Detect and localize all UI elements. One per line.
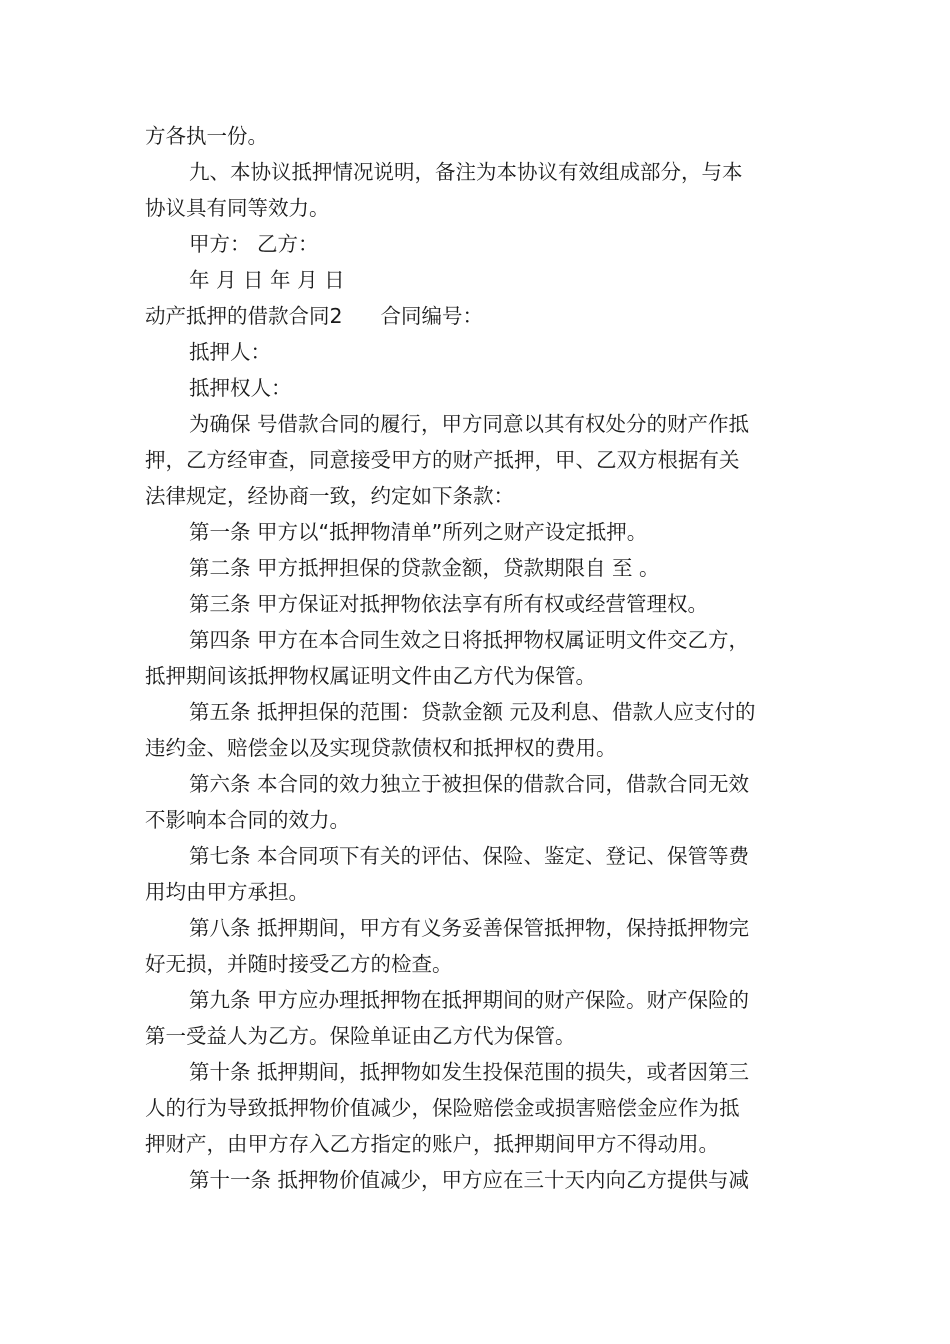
article-10: 第十条 抵押期间，抵押物如发生投保范围的损失，或者因第三 <box>189 1060 750 1084</box>
text-line: 协议具有同等效力。 <box>145 196 330 220</box>
text-line: 押，乙方经审查，同意接受甲方的财产抵押，甲、乙双方根据有关 <box>145 448 740 472</box>
article-4: 第四条 甲方在本合同生效之日将抵押物权属证明文件交乙方， <box>189 628 750 652</box>
text-line: 方各执一份。 <box>145 124 268 148</box>
article-3: 第三条 甲方保证对抵押物依法享有所有权或经营管理权。 <box>189 592 709 616</box>
text-line: 九、本协议抵押情况说明，备注为本协议有效组成部分，与本 <box>189 160 743 184</box>
text-line: 人的行为导致抵押物价值减少，保险赔偿金或损害赔偿金应作为抵 <box>145 1096 740 1120</box>
text-line: 用均由甲方承担。 <box>145 880 309 904</box>
contract-number-label: 合同编号： <box>380 304 484 328</box>
article-9: 第九条 甲方应办理抵押物在抵押期间的财产保险。财产保险的 <box>189 988 750 1012</box>
article-11: 第十一条 抵押物价值减少，甲方应在三十天内向乙方提供与减 <box>189 1168 750 1192</box>
signature-parties: 甲方： 乙方： <box>189 232 319 256</box>
article-5: 第五条 抵押担保的范围：贷款金额 元及利息、借款人应支付的 <box>189 700 756 724</box>
mortgagor-label: 抵押人： <box>189 340 271 364</box>
text-line: 抵押期间该抵押物权属证明文件由乙方代为保管。 <box>145 664 596 688</box>
article-8: 第八条 抵押期间，甲方有义务妥善保管抵押物，保持抵押物完 <box>189 916 750 940</box>
article-7: 第七条 本合同项下有关的评估、保险、鉴定、登记、保管等费 <box>189 844 750 868</box>
article-1: 第一条 甲方以“抵押物清单”所列之财产设定抵押。 <box>189 520 648 544</box>
contract-title: 动产抵押的借款合同2 <box>145 304 343 328</box>
text-line: 不影响本合同的效力。 <box>145 808 350 832</box>
text-line: 法律规定，经协商一致，约定如下条款： <box>145 484 514 508</box>
text-line: 押财产，由甲方存入乙方指定的账户，抵押期间甲方不得动用。 <box>145 1132 719 1156</box>
contract-heading <box>145 298 805 334</box>
mortgagee-label: 抵押权人： <box>189 376 292 400</box>
document-body <box>145 118 805 1198</box>
text-line: 违约金、赔偿金以及实现贷款债权和抵押权的费用。 <box>145 736 617 760</box>
text-line: 为确保 号借款合同的履行，甲方同意以其有权处分的财产作抵 <box>189 412 750 436</box>
signature-dates: 年 月 日 年 月 日 <box>189 268 345 292</box>
article-6: 第六条 本合同的效力独立于被担保的借款合同，借款合同无效 <box>189 772 750 796</box>
text-line: 好无损，并随时接受乙方的检查。 <box>145 952 453 976</box>
article-2: 第二条 甲方抵押担保的贷款金额，贷款期限自 至 。 <box>189 556 660 580</box>
text-line: 第一受益人为乙方。保险单证由乙方代为保管。 <box>145 1024 576 1048</box>
